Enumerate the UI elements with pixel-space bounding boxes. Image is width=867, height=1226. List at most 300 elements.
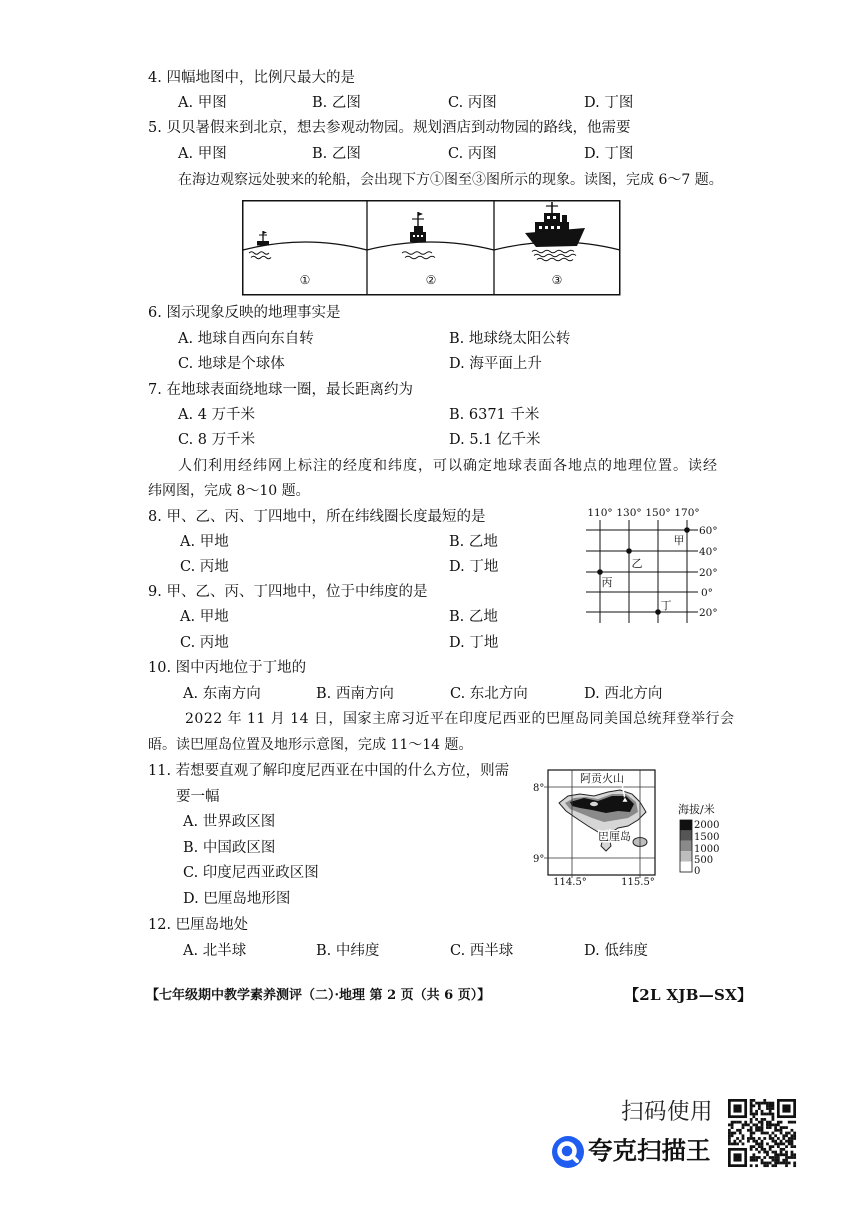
- qr-module: [747, 1129, 750, 1132]
- qr-module: [782, 1159, 785, 1162]
- qr-module: [793, 1132, 796, 1135]
- q10-option-c: C. 东北方向: [450, 686, 528, 702]
- qr-module: [728, 1137, 731, 1140]
- footer-page-info: 【七年级期中教学素养测评（二）·地理 第 2 页（共 6 页）】: [146, 988, 491, 1003]
- qr-module: [777, 1156, 780, 1159]
- qr-module: [774, 1140, 777, 1143]
- qr-module: [755, 1129, 758, 1132]
- qr-module: [774, 1143, 777, 1146]
- qr-module: [728, 1134, 731, 1137]
- panel-label-2: ②: [425, 273, 437, 287]
- qr-module: [791, 1151, 794, 1154]
- q4-stem: 4. 四幅地图中，比例尺最大的是: [148, 70, 355, 86]
- qr-module: [731, 1132, 734, 1135]
- wave-line: [537, 258, 573, 261]
- qr-module: [774, 1123, 777, 1126]
- island-label: 巴厘岛: [598, 830, 631, 843]
- intro-8-10-line2: 纬网图，完成 8～10 题。: [148, 483, 310, 499]
- qr-module: [763, 1102, 766, 1105]
- place-label-jia: 甲: [673, 534, 685, 547]
- qr-module: [766, 1121, 769, 1124]
- qr-module: [750, 1099, 753, 1102]
- wave-line: [534, 254, 576, 257]
- qr-module: [750, 1118, 753, 1121]
- qr-module: [761, 1148, 764, 1151]
- qr-module: [752, 1104, 755, 1107]
- bali-map: [528, 766, 720, 888]
- qr-module: [761, 1162, 764, 1165]
- qr-module: [747, 1123, 750, 1126]
- place-point-bing: [597, 569, 603, 575]
- qr-module: [769, 1162, 772, 1165]
- q11-stem-line2: 要一幅: [176, 789, 220, 805]
- qr-module: [750, 1134, 753, 1137]
- qr-module: [761, 1102, 764, 1105]
- qr-module: [766, 1151, 769, 1154]
- qr-module: [758, 1156, 761, 1159]
- q7-stem: 7. 在地球表面绕地球一圈，最长距离约为: [148, 382, 413, 398]
- qr-module: [758, 1137, 761, 1140]
- q8-stem: 8. 甲、乙、丙、丁四地中，所在纬线圈长度最短的是: [148, 509, 486, 525]
- qr-module: [763, 1132, 766, 1135]
- qr-module: [736, 1129, 739, 1132]
- q9-option-b: B. 乙地: [449, 609, 498, 625]
- qr-module: [777, 1123, 780, 1126]
- qr-code: [728, 1099, 796, 1167]
- qr-module: [755, 1156, 758, 1159]
- qr-module: [731, 1123, 734, 1126]
- wave-line: [251, 256, 271, 259]
- q8-option-c: C. 丙地: [180, 559, 229, 575]
- qr-module: [772, 1104, 775, 1107]
- q10-option-b: B. 西南方向: [316, 686, 394, 702]
- qr-module: [736, 1121, 739, 1124]
- qr-module: [750, 1126, 753, 1129]
- qr-module: [772, 1118, 775, 1121]
- qr-module: [769, 1126, 772, 1129]
- wave-line: [532, 250, 574, 253]
- qr-module: [766, 1153, 769, 1156]
- intro-11-14-line2: 晤。读巴厘岛位置及地形示意图，完成 11～14 题。: [148, 737, 473, 753]
- qr-module: [742, 1126, 745, 1129]
- qr-module: [728, 1143, 731, 1146]
- qr-module: [761, 1110, 764, 1113]
- qr-module: [761, 1126, 764, 1129]
- qr-module: [763, 1099, 766, 1102]
- qr-module: [752, 1153, 755, 1156]
- q6-option-c: C. 地球是个球体: [178, 356, 285, 372]
- qr-module: [750, 1159, 753, 1162]
- qr-module: [750, 1113, 753, 1116]
- q7-option-b: B. 6371 千米: [449, 407, 540, 423]
- qr-module: [758, 1104, 761, 1107]
- q11-option-d: D. 巴厘岛地形图: [183, 891, 291, 907]
- longitude-label-114-5: 114.5°: [553, 877, 587, 888]
- qr-module: [763, 1164, 766, 1167]
- q5-stem: 5. 贝贝暑假来到北京，想去参观动物园。规划酒店到动物园的路线，他需要: [148, 120, 631, 136]
- qr-module: [785, 1153, 788, 1156]
- qr-module: [750, 1137, 753, 1140]
- qr-module: [785, 1164, 788, 1167]
- qr-module: [782, 1126, 785, 1129]
- qr-module: [772, 1151, 775, 1154]
- qr-module: [750, 1156, 753, 1159]
- qr-module: [772, 1164, 775, 1167]
- qr-module: [739, 1121, 742, 1124]
- qr-module: [755, 1164, 758, 1167]
- qr-module: [769, 1113, 772, 1116]
- qr-module: [736, 1143, 739, 1146]
- q10-stem: 10. 图中丙地位于丁地的: [148, 660, 307, 676]
- qr-module: [793, 1164, 796, 1167]
- q11-stem-line1: 11. 若想要直观了解印度尼西亚在中国的什么方位，则需: [148, 763, 510, 779]
- legend-title: 海拔/米: [678, 803, 715, 816]
- qr-module: [769, 1145, 772, 1148]
- qr-module: [750, 1148, 753, 1151]
- qr-module: [772, 1145, 775, 1148]
- qr-module: [780, 1129, 783, 1132]
- qr-module: [728, 1123, 731, 1126]
- q5-option-a: A. 甲图: [178, 146, 227, 162]
- qr-module: [785, 1145, 788, 1148]
- qr-module: [728, 1140, 731, 1143]
- legend-value: 0: [694, 866, 701, 877]
- qr-module: [788, 1156, 791, 1159]
- qr-module: [774, 1159, 777, 1162]
- qr-module: [766, 1162, 769, 1165]
- qr-module: [793, 1134, 796, 1137]
- qr-module: [758, 1121, 761, 1124]
- qr-module: [761, 1113, 764, 1116]
- panel-3: [494, 202, 620, 261]
- qr-module: [788, 1140, 791, 1143]
- q12-option-c: C. 西半球: [450, 943, 514, 959]
- qr-module: [772, 1123, 775, 1126]
- qr-module: [742, 1137, 745, 1140]
- qr-module: [731, 1121, 734, 1124]
- qr-module: [788, 1137, 791, 1140]
- qr-module: [782, 1148, 785, 1151]
- latitude-label: 60°: [699, 525, 718, 537]
- place-label-ding: 丁: [660, 599, 672, 612]
- panel-2: [367, 212, 494, 259]
- qr-module: [788, 1143, 791, 1146]
- qr-module: [766, 1123, 769, 1126]
- qr-module: [752, 1145, 755, 1148]
- qr-module: [780, 1153, 783, 1156]
- qr-module: [761, 1129, 764, 1132]
- q4-option-c: C. 丙图: [448, 95, 497, 111]
- qr-module: [788, 1121, 791, 1124]
- q4-option-a: A. 甲图: [178, 95, 227, 111]
- qr-module: [782, 1143, 785, 1146]
- qr-module: [731, 1126, 734, 1129]
- qr-module: [750, 1110, 753, 1113]
- latitude-label: 0°: [701, 587, 713, 599]
- qr-module: [763, 1162, 766, 1165]
- qr-module: [769, 1104, 772, 1107]
- qr-module: [731, 1143, 734, 1146]
- q12-stem: 12. 巴厘岛地处: [148, 917, 249, 933]
- qr-module: [791, 1153, 794, 1156]
- q5-option-b: B. 乙图: [312, 146, 361, 162]
- qr-module: [763, 1118, 766, 1121]
- qr-module: [733, 1143, 736, 1146]
- qr-module: [747, 1137, 750, 1140]
- qr-module: [750, 1129, 753, 1132]
- qr-module: [774, 1134, 777, 1137]
- qr-module: [772, 1140, 775, 1143]
- qr-module: [742, 1123, 745, 1126]
- graticule-figure: [580, 504, 720, 628]
- q11-option-a: A. 世界政区图: [183, 814, 276, 830]
- qr-module: [733, 1121, 736, 1124]
- qr-module: [763, 1156, 766, 1159]
- qr-module: [791, 1121, 794, 1124]
- qr-module: [763, 1113, 766, 1116]
- qr-module: [766, 1113, 769, 1116]
- longitude-label: 130°: [616, 507, 642, 519]
- place-label-bing: 丙: [601, 576, 613, 589]
- latitude-label-9: 9°: [533, 854, 545, 865]
- qr-module: [777, 1145, 780, 1148]
- qr-module: [777, 1121, 780, 1124]
- qr-module: [782, 1162, 785, 1165]
- qr-module: [785, 1134, 788, 1137]
- qr-module: [793, 1156, 796, 1159]
- qr-module: [780, 1162, 783, 1165]
- qr-module: [763, 1151, 766, 1154]
- qr-module: [793, 1145, 796, 1148]
- q11-option-b: B. 中国政区图: [183, 840, 276, 856]
- qr-module: [750, 1145, 753, 1148]
- qr-module: [758, 1145, 761, 1148]
- qr-module: [766, 1143, 769, 1146]
- q4-option-d: D. 丁图: [584, 95, 634, 111]
- qr-module: [774, 1153, 777, 1156]
- qr-module: [744, 1121, 747, 1124]
- q9-option-a: A. 甲地: [180, 609, 229, 625]
- qr-module: [755, 1143, 758, 1146]
- qr-module: [766, 1164, 769, 1167]
- qr-module: [761, 1121, 764, 1124]
- qr-module: [752, 1137, 755, 1140]
- q5-option-c: C. 丙图: [448, 146, 497, 162]
- qr-module: [793, 1137, 796, 1140]
- place-label-yi: 乙: [631, 557, 643, 570]
- qr-module: [782, 1153, 785, 1156]
- qr-module: [772, 1156, 775, 1159]
- legend-value: 1000: [694, 844, 720, 855]
- qr-module: [780, 1148, 783, 1151]
- horizon-curve: [367, 242, 494, 250]
- q6-stem: 6. 图示现象反映的地理事实是: [148, 305, 341, 321]
- legend-swatch-500: [680, 851, 692, 861]
- qr-module: [780, 1126, 783, 1129]
- latitude-label-8: 8°: [533, 783, 545, 794]
- qr-module: [747, 1140, 750, 1143]
- qr-module: [758, 1126, 761, 1129]
- q12-option-b: B. 中纬度: [316, 943, 380, 959]
- qr-module: [785, 1159, 788, 1162]
- q12-option-a: A. 北半球: [183, 943, 247, 959]
- qr-module: [736, 1137, 739, 1140]
- qr-module: [772, 1115, 775, 1118]
- qr-module: [782, 1134, 785, 1137]
- qr-module: [769, 1148, 772, 1151]
- panel-label-3: ③: [551, 273, 563, 287]
- qr-module: [777, 1162, 780, 1165]
- q5-option-d: D. 丁图: [584, 146, 634, 162]
- wave-line: [402, 252, 432, 255]
- footer-code: 【2L XJB—SX】: [624, 986, 753, 1004]
- qr-module: [766, 1102, 769, 1105]
- legend-swatch-1000: [680, 841, 692, 851]
- qr-module: [785, 1126, 788, 1129]
- qr-module: [791, 1145, 794, 1148]
- qr-module: [731, 1134, 734, 1137]
- q7-option-c: C. 8 万千米: [178, 432, 256, 448]
- qr-module: [750, 1102, 753, 1105]
- qr-module: [766, 1107, 769, 1110]
- qr-module: [791, 1143, 794, 1146]
- legend-swatch-0: [680, 862, 692, 872]
- qr-module: [772, 1102, 775, 1105]
- qr-module: [772, 1132, 775, 1135]
- place-point-jia: [684, 527, 690, 533]
- qr-module: [772, 1137, 775, 1140]
- qr-module: [755, 1148, 758, 1151]
- qr-module: [777, 1129, 780, 1132]
- ship-figure: [242, 200, 621, 296]
- qr-module: [752, 1140, 755, 1143]
- qr-module: [742, 1143, 745, 1146]
- longitude-label: 170°: [674, 507, 700, 519]
- qr-module: [744, 1123, 747, 1126]
- scan-prompt-text: 扫码使用: [621, 1099, 714, 1125]
- qr-module: [785, 1162, 788, 1165]
- qr-module: [774, 1126, 777, 1129]
- qr-module: [769, 1156, 772, 1159]
- qr-module: [774, 1151, 777, 1154]
- qr-module: [758, 1102, 761, 1105]
- q9-stem: 9. 甲、乙、丙、丁四地中，位于中纬度的是: [148, 584, 428, 600]
- qr-module: [752, 1159, 755, 1162]
- q7-option-d: D. 5.1 亿千米: [449, 432, 541, 448]
- legend-value: 2000: [694, 820, 720, 831]
- qr-module: [739, 1129, 742, 1132]
- qr-module: [780, 1143, 783, 1146]
- qr-module: [777, 1153, 780, 1156]
- qr-module: [769, 1102, 772, 1105]
- qr-module: [793, 1162, 796, 1165]
- qr-module: [758, 1151, 761, 1154]
- qr-module: [788, 1162, 791, 1165]
- qr-module: [733, 1104, 741, 1112]
- qr-module: [755, 1118, 758, 1121]
- qr-module: [752, 1123, 755, 1126]
- qr-module: [785, 1140, 788, 1143]
- qr-module: [761, 1132, 764, 1135]
- q9-option-c: C. 丙地: [180, 635, 229, 651]
- qr-module: [780, 1121, 783, 1124]
- wave-line: [405, 256, 435, 259]
- qr-module: [733, 1153, 741, 1161]
- latitude-label: 40°: [699, 546, 718, 558]
- qr-module: [761, 1143, 764, 1146]
- qr-module: [763, 1148, 766, 1151]
- qr-module: [774, 1129, 777, 1132]
- q10-option-d: D. 西北方向: [584, 686, 663, 702]
- qr-module: [755, 1113, 758, 1116]
- qr-module: [782, 1104, 790, 1112]
- q6-option-a: A. 地球自西向东自转: [178, 331, 314, 347]
- qr-module: [752, 1113, 755, 1116]
- qr-module: [791, 1129, 794, 1132]
- qr-module: [766, 1132, 769, 1135]
- qr-module: [777, 1137, 780, 1140]
- longitude-label-115-5: 115.5°: [621, 877, 655, 888]
- qr-module: [728, 1129, 731, 1132]
- q7-option-a: A. 4 万千米: [178, 407, 256, 423]
- qr-module: [777, 1159, 780, 1162]
- volcano-label: 阿贡火山: [580, 772, 624, 785]
- panel-label-1: ①: [299, 273, 311, 287]
- qr-module: [769, 1107, 772, 1110]
- qr-module: [769, 1137, 772, 1140]
- qr-module: [763, 1137, 766, 1140]
- legend-value: 1500: [694, 832, 720, 843]
- legend-value: 500: [694, 855, 714, 866]
- qr-module: [791, 1137, 794, 1140]
- intro-6-7: 在海边观察远处驶来的轮船，会出现下方①图至③图所示的现象。读图，完成 6～7 题。: [178, 172, 723, 188]
- qr-module: [785, 1156, 788, 1159]
- qr-module: [777, 1143, 780, 1146]
- qr-module: [769, 1121, 772, 1124]
- qr-module: [752, 1115, 755, 1118]
- qr-module: [791, 1140, 794, 1143]
- qr-module: [774, 1164, 777, 1167]
- qr-module: [782, 1137, 785, 1140]
- qr-module: [772, 1107, 775, 1110]
- app-name-text: 夸克扫描王: [588, 1136, 711, 1165]
- q8-option-b: B. 乙地: [449, 534, 498, 550]
- qr-module: [772, 1113, 775, 1116]
- qr-module: [774, 1162, 777, 1165]
- qr-module: [761, 1159, 764, 1162]
- q8-option-a: A. 甲地: [180, 534, 229, 550]
- qr-module: [750, 1107, 753, 1110]
- qr-module: [780, 1151, 783, 1154]
- qr-module: [785, 1132, 788, 1135]
- q10-option-a: A. 东南方向: [183, 686, 261, 702]
- qr-module: [780, 1140, 783, 1143]
- qr-module: [755, 1126, 758, 1129]
- qr-module: [752, 1099, 755, 1102]
- qr-module: [750, 1164, 753, 1167]
- q12-option-d: D. 低纬度: [584, 943, 648, 959]
- qr-module: [733, 1132, 736, 1135]
- qr-module: [742, 1134, 745, 1137]
- qr-module: [766, 1126, 769, 1129]
- qr-module: [769, 1134, 772, 1137]
- wave-line: [249, 252, 269, 255]
- qr-module: [733, 1140, 736, 1143]
- latitude-label: 20°: [699, 567, 718, 579]
- qr-module: [785, 1151, 788, 1154]
- qr-module: [750, 1132, 753, 1135]
- intro-8-10-line1: 人们利用经纬网上标注的经度和纬度，可以确定地球表面各地点的地理位置。读经: [178, 458, 718, 474]
